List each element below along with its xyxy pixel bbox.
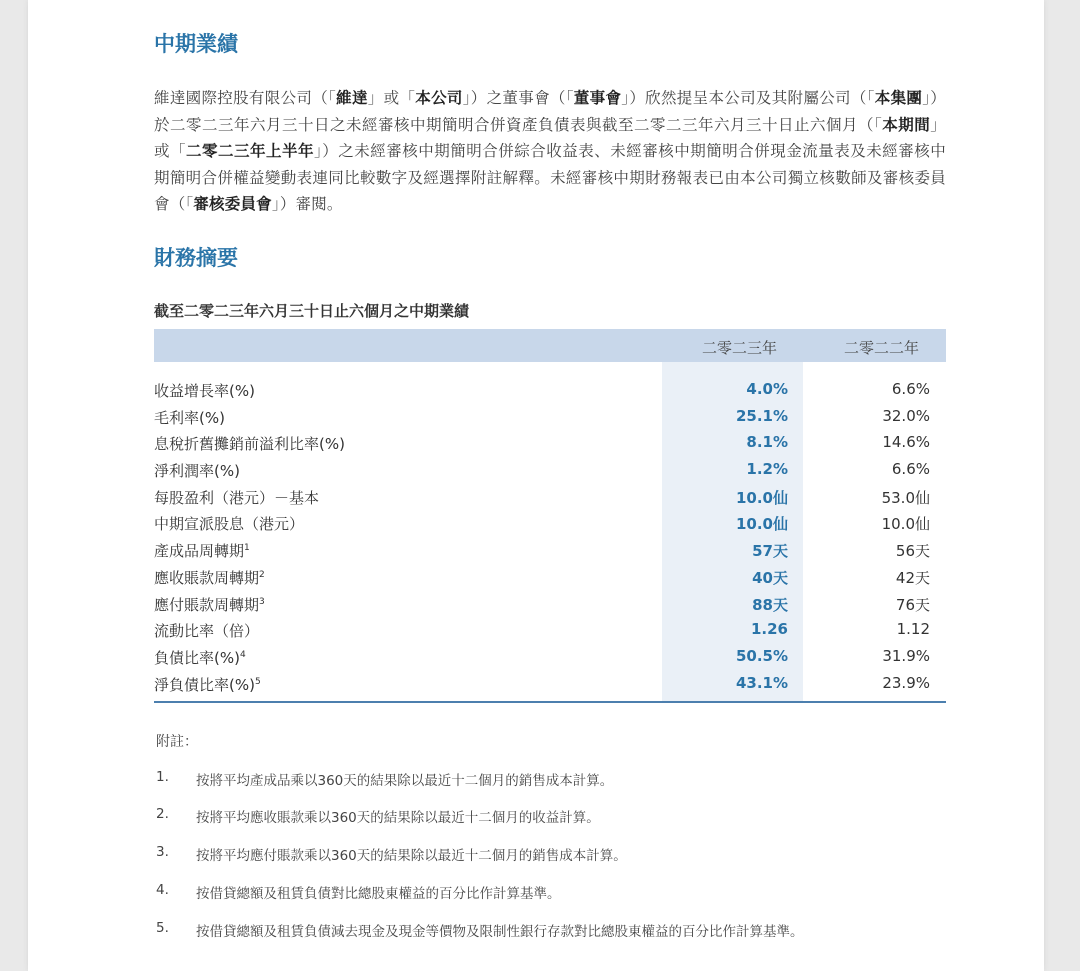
- intro-term: 二零二三年上半年: [186, 142, 315, 160]
- table-row: [154, 378, 946, 405]
- row-label-text: 每股盈利（港元）－基本: [154, 488, 320, 507]
- value-2022: 23.9%: [882, 673, 930, 692]
- value-2022: 1.12: [896, 620, 930, 639]
- note-text: 按借貸總額及租賃負債對比總股東權益的百分比作計算基準。: [196, 886, 561, 902]
- table-bottom-rule: [154, 701, 946, 703]
- row-label-text: 息稅折舊攤銷前溢利比率(%): [154, 435, 345, 454]
- table-row: [154, 618, 946, 645]
- table-title: 截至二零二三年六月三十日止六個月之中期業績: [154, 302, 470, 320]
- note-text: 按將平均應付賬款乘以360天的結果除以最近十二個月的銷售成本計算。: [196, 848, 627, 864]
- value-2023: 10.0仙: [735, 515, 788, 534]
- row-label: [154, 540, 250, 561]
- value-2022: 6.6%: [891, 380, 930, 398]
- row-label-text: 毛利率(%): [154, 408, 225, 427]
- value-2023: 10.0仙: [735, 488, 788, 507]
- value-2023: 25.1%: [735, 406, 788, 425]
- value-2023: 40天: [752, 568, 788, 587]
- intro-text: 」）之董事會（「: [462, 89, 574, 107]
- value-2022: 6.6%: [891, 460, 930, 479]
- row-label-text: 應收賬款周轉期: [154, 568, 260, 587]
- value-2023: 4.0%: [746, 380, 788, 398]
- value-2023: 1.2%: [746, 460, 788, 479]
- table-header: [154, 329, 946, 362]
- row-label-text: 負債比率(%): [154, 648, 240, 667]
- table-row: [154, 511, 946, 538]
- value-2023: 88天: [752, 595, 788, 614]
- value-2023: 43.1%: [735, 673, 788, 692]
- row-label: [154, 594, 265, 615]
- footnote-marker: 3: [259, 596, 265, 607]
- intro-term: 維達: [336, 89, 368, 107]
- row-label: [154, 513, 304, 534]
- document-page: [28, 0, 1044, 971]
- intro-text: 」）之未經審核中期簡明合併綜合收益表、未經審核中期簡明合併現金流量表及未經審核中期簡明合併權益變動表連同比較數字及經選擇附註解釋。未經審核中期財務報表已由本公司獨立核數師及審核委員會（「: [154, 142, 946, 213]
- table-row: [154, 405, 946, 432]
- row-label-text: 產成品周轉期: [154, 542, 245, 561]
- footnote-marker: 4: [239, 649, 246, 660]
- value-2022: 32.0%: [882, 406, 930, 425]
- note-text: 按將平均應收賬款乘以360天的結果除以最近十二個月的收益計算。: [196, 810, 600, 826]
- financial-summary-table: [154, 329, 946, 694]
- heading-financial-summary: 財務摘要: [154, 246, 238, 270]
- row-label: [154, 674, 261, 695]
- table-row: [154, 458, 946, 485]
- value-2022: 14.6%: [882, 433, 930, 452]
- intro-term: 審核委員會: [193, 195, 272, 213]
- table-row: [154, 592, 946, 619]
- value-2022: 76天: [895, 595, 930, 614]
- footnote-marker: 1: [244, 543, 250, 554]
- intro-term: 本集團: [874, 89, 923, 107]
- column-header-2022: 二零二二年: [844, 339, 920, 357]
- table-row: [154, 538, 946, 565]
- value-2022: 42天: [895, 568, 930, 587]
- row-label-text: 淨負債比率(%): [154, 675, 255, 694]
- note-number: 4.: [156, 882, 169, 898]
- row-label: [154, 433, 345, 454]
- row-label-text: 流動比率（倍）: [154, 622, 260, 641]
- value-2022: 10.0仙: [881, 515, 930, 534]
- intro-term: 本期間: [882, 115, 931, 134]
- note-text: 按將平均產成品乘以360天的結果除以最近十二個月的銷售成本計算。: [196, 773, 614, 789]
- value-2022: 31.9%: [882, 646, 930, 665]
- row-label: [154, 460, 240, 481]
- row-label: [154, 620, 259, 641]
- row-label-text: 應付賬款周轉期: [154, 595, 260, 614]
- footnote-marker: 5: [254, 676, 261, 687]
- value-2023: 1.26: [750, 620, 788, 639]
- table-body: [154, 378, 946, 698]
- table-row: [154, 645, 946, 672]
- row-label: [154, 647, 246, 668]
- intro-term: 本公司: [415, 89, 463, 107]
- note-number: 3.: [156, 844, 169, 860]
- column-header-2023: 二零二三年: [702, 339, 778, 357]
- row-label: [154, 407, 225, 428]
- table-row: [154, 565, 946, 592]
- row-label-text: 淨利潤率(%): [154, 462, 240, 481]
- note-number: 1.: [156, 769, 169, 785]
- row-label-text: 收益增長率(%): [154, 382, 255, 400]
- table-row: [154, 485, 946, 512]
- note-number: 2.: [156, 806, 169, 822]
- table-row: [154, 672, 946, 699]
- intro-text: 」）欣然提呈本公司及其附屬公司（「: [621, 89, 875, 107]
- notes-heading: 附註：: [156, 734, 198, 750]
- heading-interim-results: 中期業績: [154, 32, 238, 56]
- value-2023: 50.5%: [735, 646, 788, 665]
- footnote-marker: 2: [259, 569, 265, 580]
- intro-term: 董事會: [573, 89, 622, 107]
- intro-text: 」或「: [154, 115, 946, 160]
- intro-text: 」）審閱。: [271, 195, 343, 213]
- row-label-text: 中期宣派股息（港元）: [154, 515, 305, 534]
- row-label: [154, 380, 255, 401]
- row-label: [154, 567, 265, 588]
- intro-text: 」）於二零二三年六月三十日之未經審核中期簡明合併資產負債表與截至二零二三年六月三十日止六個月（「: [154, 89, 946, 134]
- value-2023: 57天: [752, 542, 788, 561]
- intro-paragraph: [154, 85, 946, 218]
- row-label: [154, 487, 319, 508]
- note-text: 按借貸總額及租賃負債減去現金及現金等價物及限制性銀行存款對比總股東權益的百分比作計算基準。: [196, 924, 804, 940]
- note-number: 5.: [156, 920, 169, 936]
- value-2022: 53.0仙: [881, 488, 930, 507]
- intro-text: 」或「: [367, 89, 416, 107]
- intro-text: 維達國際控股有限公司（「: [154, 89, 337, 107]
- table-row: [154, 431, 946, 458]
- value-2023: 8.1%: [746, 433, 788, 452]
- value-2022: 56天: [895, 542, 930, 561]
